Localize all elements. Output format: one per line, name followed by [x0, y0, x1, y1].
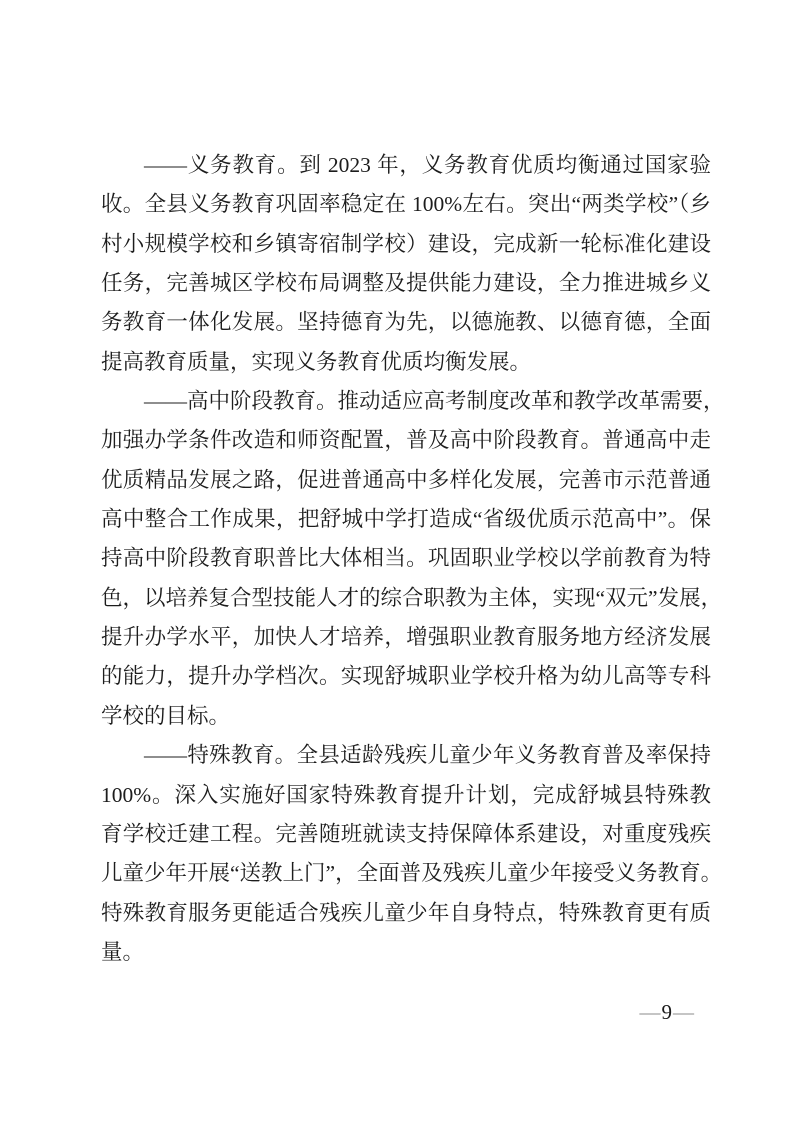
text-line: 特殊教育服务更能适合残疾儿童少年自身特点，特殊教育更有质 [101, 900, 711, 925]
document-body [101, 146, 725, 972]
text-line: 收。全县义务教育巩固率稳定在 100%左右。突出“两类学校”（乡 [101, 192, 711, 217]
page-number-dash-right: — [673, 1000, 694, 1024]
paragraph-senior-secondary-education [101, 382, 725, 736]
text-line: 儿童少年开展“送教上门”，全面普及残疾儿童少年接受义务教育。 [101, 861, 723, 886]
page-number-value: 9 [661, 1000, 672, 1024]
paragraph-special-education [101, 736, 723, 972]
text-line: 任务，完善城区学校布局调整及提供能力建设，全力推进城乡义 [101, 271, 711, 296]
text-line: 育学校迁建工程。完善随班就读支持保障体系建设，对重度残疾 [101, 821, 711, 846]
text-line: 加强办学条件改造和师资配置，普及高中阶段教育。普通高中走 [101, 428, 711, 453]
paragraph-compulsory-education [101, 146, 711, 382]
text-line: 的能力，提升办学档次。实现舒城职业学校升格为幼儿高等专科 [101, 664, 711, 689]
page-number [640, 1000, 695, 1024]
text-line: 优质精品发展之路，促进普通高中多样化发展，完善市示范普通 [101, 467, 711, 492]
text-line: 高中整合工作成果，把舒城中学打造成“省级优质示范高中”。保 [101, 507, 711, 532]
text-line: 持高中阶段教育职普比大体相当。巩固职业学校以学前教育为特 [101, 546, 711, 571]
text-line: ——特殊教育。全县适龄残疾儿童少年义务教育普及率保持 [144, 743, 711, 768]
text-line: ——高中阶段教育。推动适应高考制度改革和教学改革需要， [144, 389, 725, 414]
text-line: ——义务教育。到 2023 年，义务教育优质均衡通过国家验 [144, 153, 711, 177]
page-number-dash-left: — [639, 1000, 661, 1024]
text-line: 100%。深入实施好国家特殊教育提升计划，完成舒城县特殊教 [101, 782, 711, 807]
text-line: 学校的目标。 [101, 703, 231, 728]
text-line: 提升办学水平，加快人才培养，增强职业教育服务地方经济发展 [101, 625, 711, 650]
text-line: 量。 [101, 939, 145, 964]
text-line: 务教育一体化发展。坚持德育为先，以德施教、以德育德，全面 [101, 310, 711, 335]
text-line: 村小规模学校和乡镇寄宿制学校）建设，完成新一轮标准化建设 [101, 231, 711, 256]
text-line: 色，以培养复合型技能人才的综合职教为主体，实现“双元”发展， [101, 585, 723, 610]
text-line: 提高教育质量，实现义务教育优质均衡发展。 [101, 349, 532, 374]
